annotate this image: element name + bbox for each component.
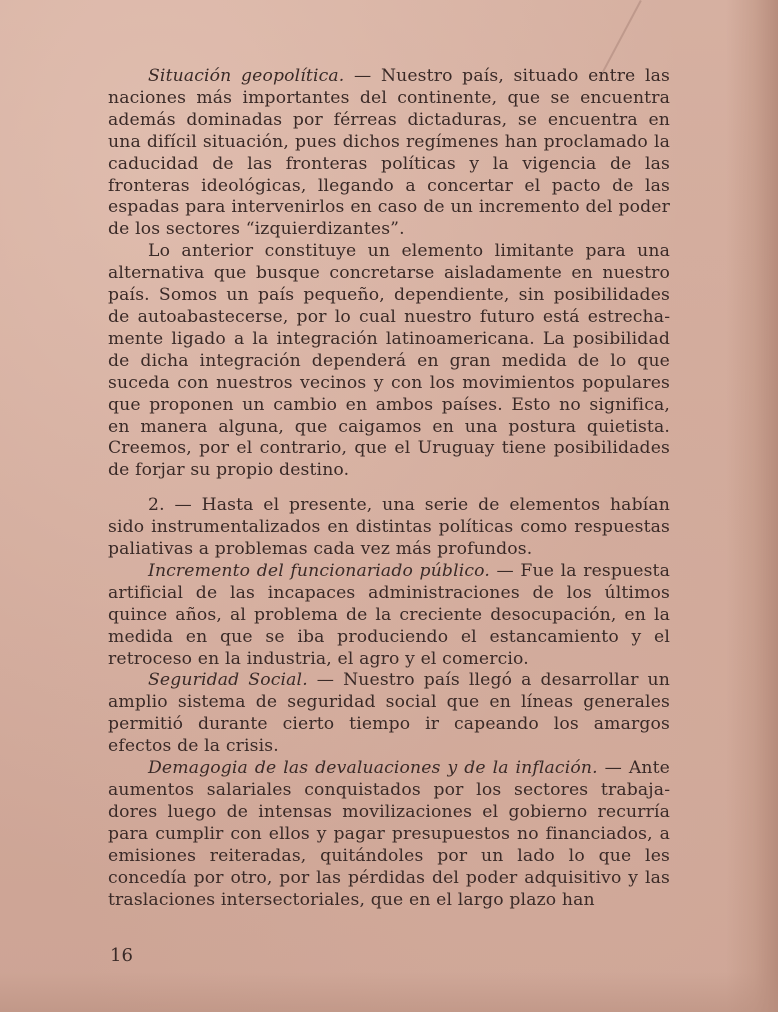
paragraph-text: — Nuestro país llegó a desarrollar un amplio sistema de seguridad social que en líneas generales permitió durante cierto tiempo ir capeando los amargos efectos de la crisis.: [108, 670, 670, 757]
paragraph-text: Lo anterior constituye un elemento limitante para una alternativa que busque concretarse aisladamente en nuestro país. Somos un país pequeño, dependiente, sin posibilidades de autoabastecerse, por lo cual nuestro futuro está estrechamente ligado a la integración latinoamericana. La posibilidad de dicha integración dependerá en gran medida de lo que suceda con nuestros vecinos y con los movimientos populares que proponen un cambio en ambos países. Esto no significa, en manera alguna, que caigamos en una postura quietista. Creemos, por el contrario, que el Uruguay tiene posibilidades de forjar su propio destino.: [108, 241, 670, 481]
paragraph-numbered: [108, 495, 670, 561]
section-heading: Demagogia de las devaluaciones y de la inflación.: [148, 758, 598, 779]
section-heading: Situación geopolítica.: [148, 66, 345, 86]
page-edge-shadow: [726, 0, 778, 1012]
page-bottom-shadow: [0, 972, 778, 1012]
paragraph-text: — Fue la respuesta artificial de las incapaces administraciones de los últimos quince años, al problema de la creciente desocupación, en la medida en que se iba produciendo el estancamiento y el retroceso en la industria, el agro y el comercio.: [108, 560, 671, 669]
paragraph-funcionariado: [108, 561, 670, 671]
page-number: 16: [110, 945, 133, 966]
paragraph-text: 2. — Hasta el presente, una serie de elementos habían sido instrumentalizados en distintas políticas como respuestas paliativas a problemas cada vez más profundos.: [108, 495, 670, 560]
paragraph: [108, 241, 670, 482]
paragraph-seguridad-social: [108, 670, 670, 758]
section-heading: Incremento del funcionariado público.: [148, 560, 490, 581]
section-heading: Seguridad Social.: [148, 670, 308, 691]
body-text: [108, 66, 670, 911]
paragraph-demagogia: [108, 758, 670, 911]
paragraph-text: — Ante aumentos salariales conquistados por los sectores trabajadores luego de intensas movilizaciones el gobierno recurría para cumplir con ellos y pagar presupuestos no financiados, a emisiones reiteradas, quitándoles por un lado lo que les concedía por otro, por las pérdidas del poder adquisitivo y las traslaciones intersectoriales, que en el largo plazo han: [108, 758, 670, 910]
paragraph-situacion-geopolitica: [108, 66, 670, 241]
paragraph-text: — Nuestro país, situado entre las naciones más importantes del continente, que se encuentra además dominadas por férreas dictaduras, se encuentra en una difícil situación, pues dichos regímenes han proclamado la caducidad de las fronteras políticas y la vigencia de las fronteras ideológicas, llegando a concertar el pacto de las espadas para intervenirlos en caso de un incremento del poder de los sectores “izquierdizantes”.: [108, 66, 670, 240]
